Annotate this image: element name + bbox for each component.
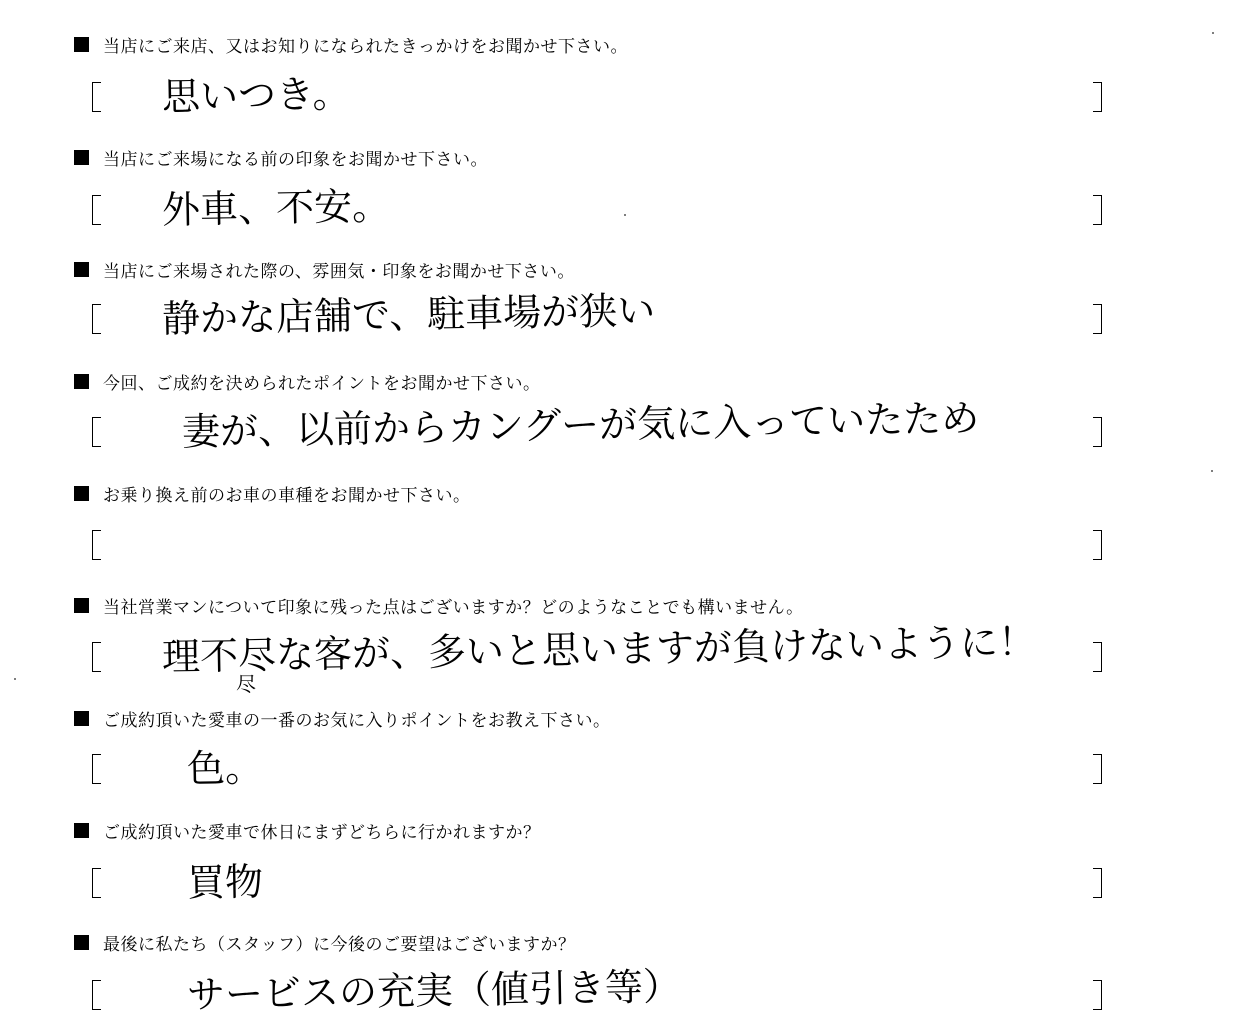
square-bullet-icon	[74, 935, 89, 950]
handwritten-answer: 思いつき。	[161, 71, 351, 119]
scan-speck	[624, 214, 626, 216]
open-bracket-icon	[92, 195, 101, 225]
question-heading	[74, 818, 541, 842]
handwritten-answer: 色。	[186, 745, 264, 791]
answer-field	[92, 746, 1102, 796]
scan-speck	[1211, 470, 1213, 472]
handwritten-answer: 妻が、以前からカングーが気に入っていたため	[181, 396, 980, 454]
question-text: 当社営業マンについて印象に残った点はございますか？どのようなことでも構いません。	[103, 597, 804, 618]
handwritten-answer: 理不尽な客が、多いと思いますが負けないように！	[161, 619, 1037, 679]
open-bracket-icon	[92, 82, 101, 112]
square-bullet-icon	[74, 374, 89, 389]
scan-speck	[14, 678, 16, 680]
question-text: お乗り換え前のお車の車種をお聞かせ下さい。	[103, 485, 471, 506]
question-text: 最後に私たち（スタッフ）に今後のご要望はございますか？	[103, 934, 576, 955]
open-bracket-icon	[92, 304, 101, 334]
open-bracket-icon	[92, 642, 101, 672]
question-heading	[74, 930, 576, 954]
square-bullet-icon	[74, 486, 89, 501]
close-bracket-icon	[1093, 868, 1102, 898]
close-bracket-icon	[1093, 417, 1102, 447]
question-text: ご成約頂いた愛車で休日にまずどちらに行かれますか？	[103, 822, 541, 843]
question-heading	[74, 145, 488, 169]
close-bracket-icon	[1093, 195, 1102, 225]
answer-field	[92, 860, 1102, 910]
square-bullet-icon	[74, 598, 89, 613]
answer-field	[92, 71, 1102, 124]
answer-field	[92, 522, 1102, 572]
open-bracket-icon	[92, 754, 101, 784]
square-bullet-icon	[74, 150, 89, 165]
close-bracket-icon	[1093, 82, 1102, 112]
question-heading	[74, 481, 471, 505]
close-bracket-icon	[1093, 642, 1102, 672]
question-text: ご成約頂いた愛車の一番のお気に入りポイントをお教え下さい。	[103, 710, 611, 731]
open-bracket-icon	[92, 530, 101, 560]
question-heading	[74, 369, 541, 393]
square-bullet-icon	[74, 37, 89, 52]
question-text: 当店にご来場された際の、雰囲気・印象をお聞かせ下さい。	[103, 261, 575, 282]
open-bracket-icon	[92, 868, 101, 898]
answer-field	[92, 184, 1102, 237]
handwritten-correction: 尽	[236, 672, 256, 696]
square-bullet-icon	[74, 823, 89, 838]
question-text: 今回、ご成約を決められたポイントをお聞かせ下さい。	[103, 373, 541, 394]
question-heading	[74, 32, 628, 56]
square-bullet-icon	[74, 262, 89, 277]
close-bracket-icon	[1093, 754, 1102, 784]
open-bracket-icon	[92, 980, 101, 1010]
question-heading	[74, 706, 611, 730]
question-heading	[74, 593, 804, 617]
question-text: 当店にご来場になる前の印象をお聞かせ下さい。	[103, 149, 488, 170]
question-heading	[74, 257, 575, 281]
answer-field	[92, 288, 1102, 346]
close-bracket-icon	[1093, 530, 1102, 560]
open-bracket-icon	[92, 417, 101, 447]
handwritten-answer: サービスの充実（値引き等）	[186, 964, 682, 1017]
question-text: 当店にご来店、又はお知りになられたきっかけをお聞かせ下さい。	[103, 36, 628, 57]
answer-field	[92, 964, 1102, 1022]
close-bracket-icon	[1093, 304, 1102, 334]
handwritten-answer: 静かな店舗で、駐車場が狭い	[161, 288, 656, 341]
answer-field	[92, 396, 1102, 459]
close-bracket-icon	[1093, 980, 1102, 1010]
handwritten-answer: 外車、不安。	[161, 184, 391, 232]
square-bullet-icon	[74, 711, 89, 726]
handwritten-answer: 買物	[186, 859, 264, 905]
scan-speck	[1212, 32, 1214, 34]
